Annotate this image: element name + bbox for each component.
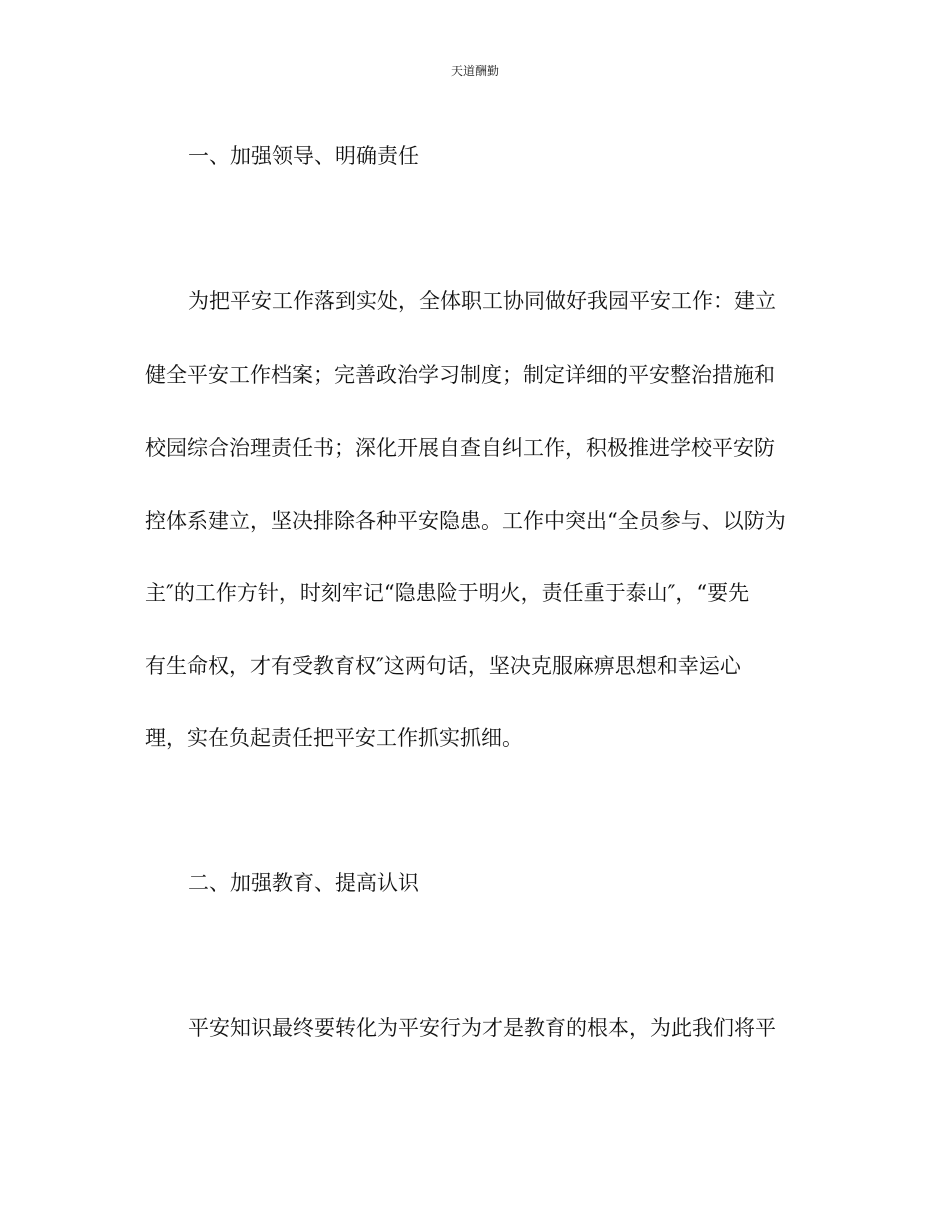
paragraph-line: 平安知识最终要转化为平安行为才是教育的根本，为此我们将平 (188, 1016, 776, 1040)
section-2-heading: 二、加强教育、提高认识 (188, 871, 419, 895)
paragraph-line: 为把平安工作落到实处，全体职工协同做好我园平安工作：建立 (188, 289, 776, 313)
paragraph-line: 主″的工作方针，时刻牢记“隐患险于明火，责任重于泰山″，“要先 (145, 581, 750, 605)
paragraph-line: 控体系建立，坚决排除各种平安隐患。工作中突出“全员参与、以防为 (145, 509, 786, 533)
paragraph-line: 理，实在负起责任把平安工作抓实抓细。 (145, 726, 523, 750)
paragraph-line: 健全平安工作档案；完善政治学习制度；制定详细的平安整治措施和 (145, 363, 775, 387)
section-1-heading: 一、加强领导、明确责任 (188, 144, 419, 168)
paragraph-line: 有生命权，才有受教育权″这两句话，坚决克服麻痹思想和幸运心 (145, 654, 741, 678)
page-header: 天道酬勤 (450, 64, 499, 78)
paragraph-line: 校园综合治理责任书；深化开展自查自纠工作，积极推进学校平安防 (145, 436, 775, 460)
